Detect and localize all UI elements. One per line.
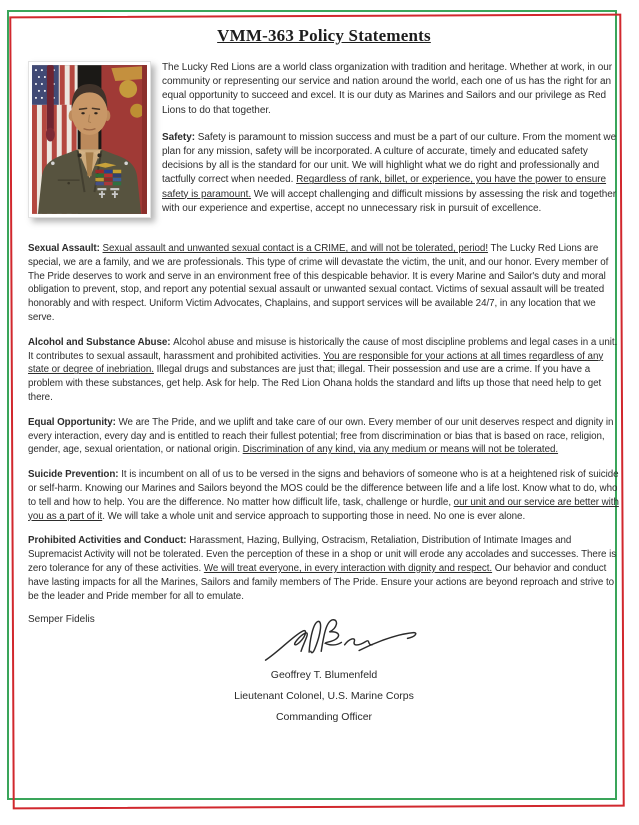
intro-column [162,61,620,229]
prohibited-activities-paragraph: Prohibited Activities and Conduct: Harassment, Hazing, Bullying, Ostracism, Retaliation, Distribution of Intimate Images and Supremacist Activity will not be tolerated. Even the perception of these in a shop or unit will erode any accolades and successes. There is zero tolerance for any of these activities. We will treat everyone, in every interaction with dignity and respect. Our behavior and conduct have lasting impacts for all the Marines, Sailors and family members of The Pride. Ensure your actions are beyond reproach and strive to be the leader and Pride member for all to emulate. [28,535,617,602]
policy-paragraphs [28,242,620,603]
closing-phrase: Semper Fidelis [28,614,95,626]
signer-name: Geoffrey T. Blumenfeld [270,669,378,682]
portrait-image [32,65,147,214]
signature-block [28,615,620,728]
equal-opportunity-paragraph: Equal Opportunity: We are The Pride, and we uplift and take care of our own. Every member of our unit deserves respect and dignity in every interaction, every day and is entitled to reach their fullest potential; free from discrimination or bias that is based on race, religion, gender, age, sexual orientation, or national origin. Discrimination of any kind, via any medium or means will not be tolerated. [28,416,614,456]
suicide-prevention-paragraph: Suicide Prevention: It is incumbent on all of us to be versed in the signs and behaviors of someone who is at a heightened risk of suicide or self-harm. Knowing our Marines and Sailors beyond the MOS could be the difference between life and a life lost. Know what to do, who to tell and how to help. You are the difference. No matter how difficult life, task, challenge or hurdle, our unit and our service are better with you as a part of it. We will take a whole unit and service approach to supporting those in need. No one is ever alone. [28,469,619,522]
alcohol-substance-abuse-paragraph: Alcohol and Substance Abuse: Alcohol abuse and misuse is historically the cause of most discipline problems and legal cases in a unit. It contributes to sexual assault, harassment and prohibited activities. You are responsible for your actions at all times regardless of any state or degree of inebriation. Illegal drugs and substances are just that; illegal. Their possession and use are a crime. If you have a problem with these substances, get help. Ask for help. The Red Lion Ohana holds the standard and lifts up those that need help to get there. [28,336,618,403]
page-title: VMM-363 Policy Statements [217,26,431,45]
intro-paragraph: The Lucky Red Lions are a world class organization with tradition and heritage. Whether at work, in our community or representing our service and nation around the world, each one of us has the right for an equal opportunity to succeed and excel. It is our duty as Marines and Sailors and our privilege as Red Lions to do that together. [162,62,613,116]
intro-section [28,61,620,229]
signature-image [243,615,443,665]
safety-paragraph: Safety: Safety is paramount to mission success and must be a part of our culture. From the moment we plan for any mission, safety will be incorporated. A culture of accurate, timely and educated safety decisions by all is the standard for our unit. We will highlight what we do right and professionally and tactfully correct when needed. Regardless of rank, billet, or experience, you have the power to ensure safety is paramount. We will accept challenging and difficult missions by assessing the risk and together with our experience and expertise, accept no unnecessary risk in pursuit of excellence. [162,131,617,214]
commanding-officer-photo [28,61,151,218]
signer-rank: Lieutenant Colonel, U.S. Marine Corps [234,690,414,703]
policy-document [28,20,620,728]
signer-role: Commanding Officer [275,711,373,724]
sexual-assault-paragraph: Sexual Assault: Sexual assault and unwanted sexual contact is a CRIME, and will not be tolerated, period! The Lucky Red Lions are special, we are a family, and we are professionals. This type of crime will devastate the victim, the unit, and our honor. Every member of The Pride deserves to work and serve in an environment free of this despicable behavior. It is every Marine and Sailor's duty and moral obligation to prevent, stop, and report any potential sexual assault or unwanted sexual contact. Victims of sexual assault will be treated honorably and with respect. Uniform Victim Advocates, Chaplains, and support services will be available 24/7, in any location that we serve. [28,243,609,324]
